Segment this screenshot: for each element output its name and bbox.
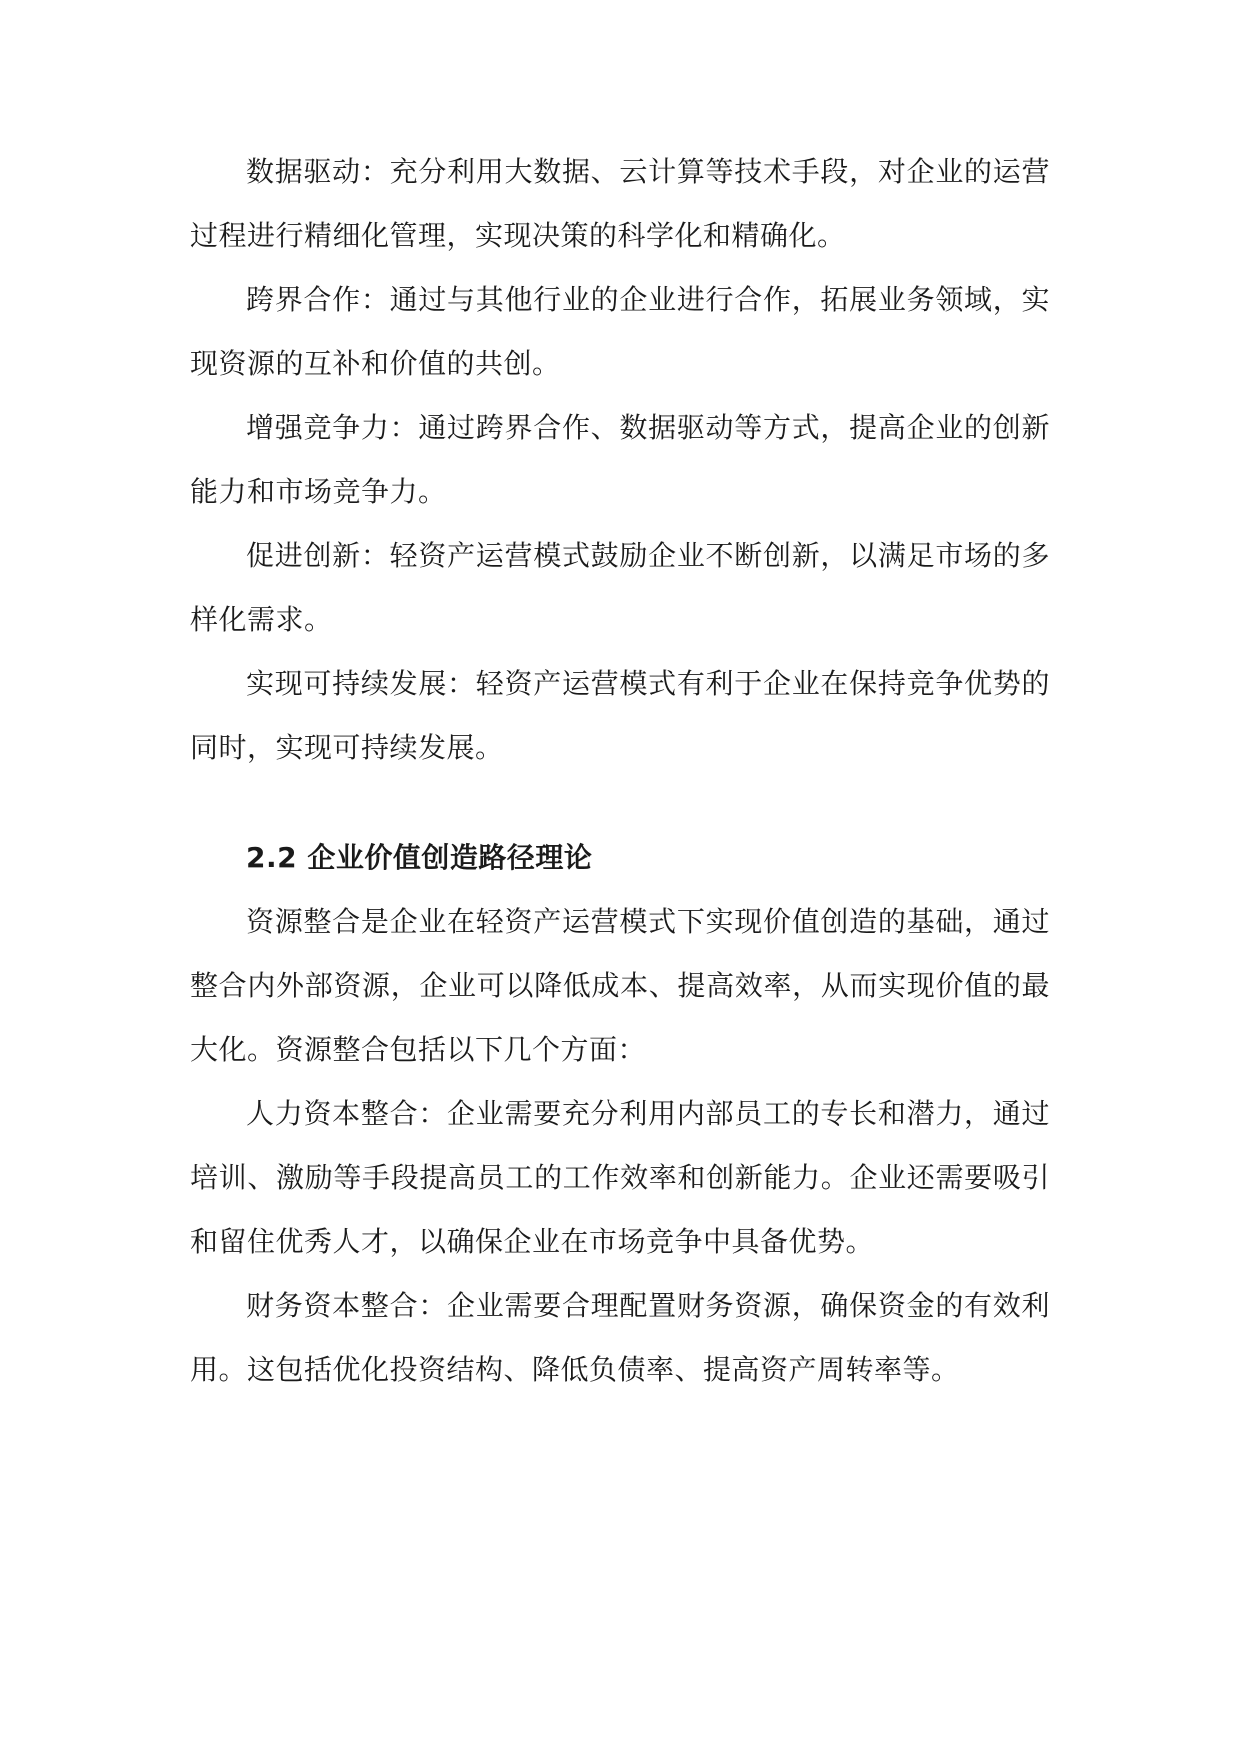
paragraph-human-capital: 人力资本整合：企业需要充分利用内部员工的专长和潜力，通过培训、激励等手段提高员工的工作效率和创新能力。企业还需要吸引和留住优秀人才，以确保企业在市场竞争中具备优势。 [190,1097,1050,1258]
paragraph-sustainable-development: 实现可持续发展：轻资产运营模式有利于企业在保持竞争优势的同时，实现可持续发展。 [190,667,1050,764]
paragraph-promote-innovation: 促进创新：轻资产运营模式鼓励企业不断创新，以满足市场的多样化需求。 [190,539,1050,636]
paragraph-financial-capital: 财务资本整合：企业需要合理配置财务资源，确保资金的有效利用。这包括优化投资结构、降低负债率、提高资产周转率等。 [190,1289,1050,1386]
document-body [190,140,1050,1402]
paragraph-cross-border-cooperation: 跨界合作：通过与其他行业的企业进行合作，拓展业务领域，实现资源的互补和价值的共创。 [190,283,1050,380]
paragraph-resource-integration: 资源整合是企业在轻资产运营模式下实现价值创造的基础，通过整合内外部资源，企业可以降低成本、提高效率，从而实现价值的最大化。资源整合包括以下几个方面： [190,905,1050,1066]
section-heading: 2.2 企业价值创造路径理论 [246,841,593,874]
paragraph-data-driven: 数据驱动：充分利用大数据、云计算等技术手段，对企业的运营过程进行精细化管理，实现决策的科学化和精确化。 [190,155,1050,252]
paragraph-enhance-competitiveness: 增强竞争力：通过跨界合作、数据驱动等方式，提高企业的创新能力和市场竞争力。 [190,411,1050,508]
